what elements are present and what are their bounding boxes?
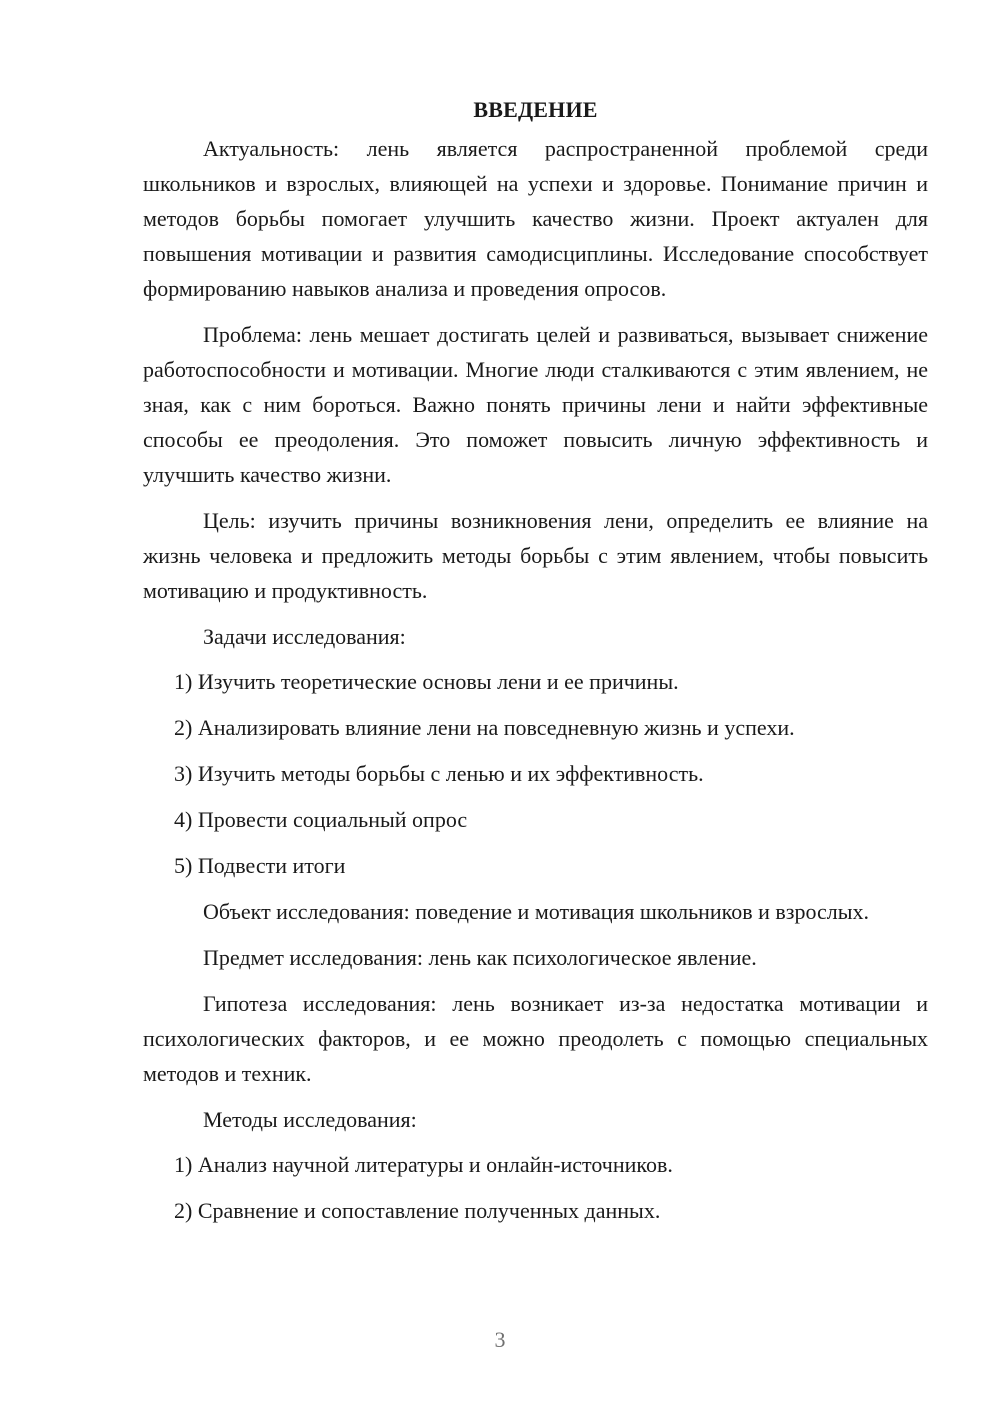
paragraph-problem: Проблема: лень мешает достигать целей и развиваться, вызывает снижение работоспособности и мотивации. Многие люди сталкиваются с этим явлением, не зная, как с ним бороться. Важно понять причины лени и найти эффективные способы ее преодоления. Это поможет повысить личную эффективность и улучшить качество жизни. [143, 322, 928, 487]
page-number: 3 [494, 1327, 506, 1352]
list-item: 2) Анализировать влияние лени на повседневную жизнь и успехи. [174, 715, 795, 740]
tasks-list [143, 664, 928, 883]
methods-list [143, 1147, 928, 1228]
list-item: 5) Подвести итоги [174, 853, 346, 878]
section-title: ВВЕДЕНИЕ [473, 97, 598, 122]
paragraph-subject: Предмет исследования: лень как психологическое явление. [203, 945, 757, 970]
list-item: 4) Провести социальный опрос [174, 807, 468, 832]
list-item: 2) Сравнение и сопоставление полученных данных. [174, 1198, 661, 1223]
paragraph-hypothesis: Гипотеза исследования: лень возникает из-за недостатка мотивации и психологических факторов, и ее можно преодолеть с помощью специальных методов и техник. [143, 991, 928, 1086]
list-item: 1) Анализ научной литературы и онлайн-источников. [174, 1152, 673, 1177]
tasks-heading: Задачи исследования: [203, 624, 406, 649]
document-page [143, 92, 928, 1228]
paragraph-relevance: Актуальность: лень является распространенной проблемой среди школьников и взрослых, влияющей на успехи и здоровье. Понимание причин и методов борьбы помогает улучшить качество жизни. Проект актуален для повышения мотивации и развития самодисциплины. Исследование способствует формированию навыков анализа и проведения опросов. [143, 136, 928, 301]
list-item: 3) Изучить методы борьбы с ленью и их эффективность. [174, 761, 704, 786]
list-item: 1) Изучить теоретические основы лени и ее причины. [174, 669, 679, 694]
paragraph-goal: Цель: изучить причины возникновения лени, определить ее влияние на жизнь человека и предложить методы борьбы с этим явлением, чтобы повысить мотивацию и продуктивность. [143, 508, 928, 603]
paragraph-object: Объект исследования: поведение и мотивация школьников и взрослых. [203, 899, 870, 924]
methods-heading: Методы исследования: [203, 1107, 417, 1132]
